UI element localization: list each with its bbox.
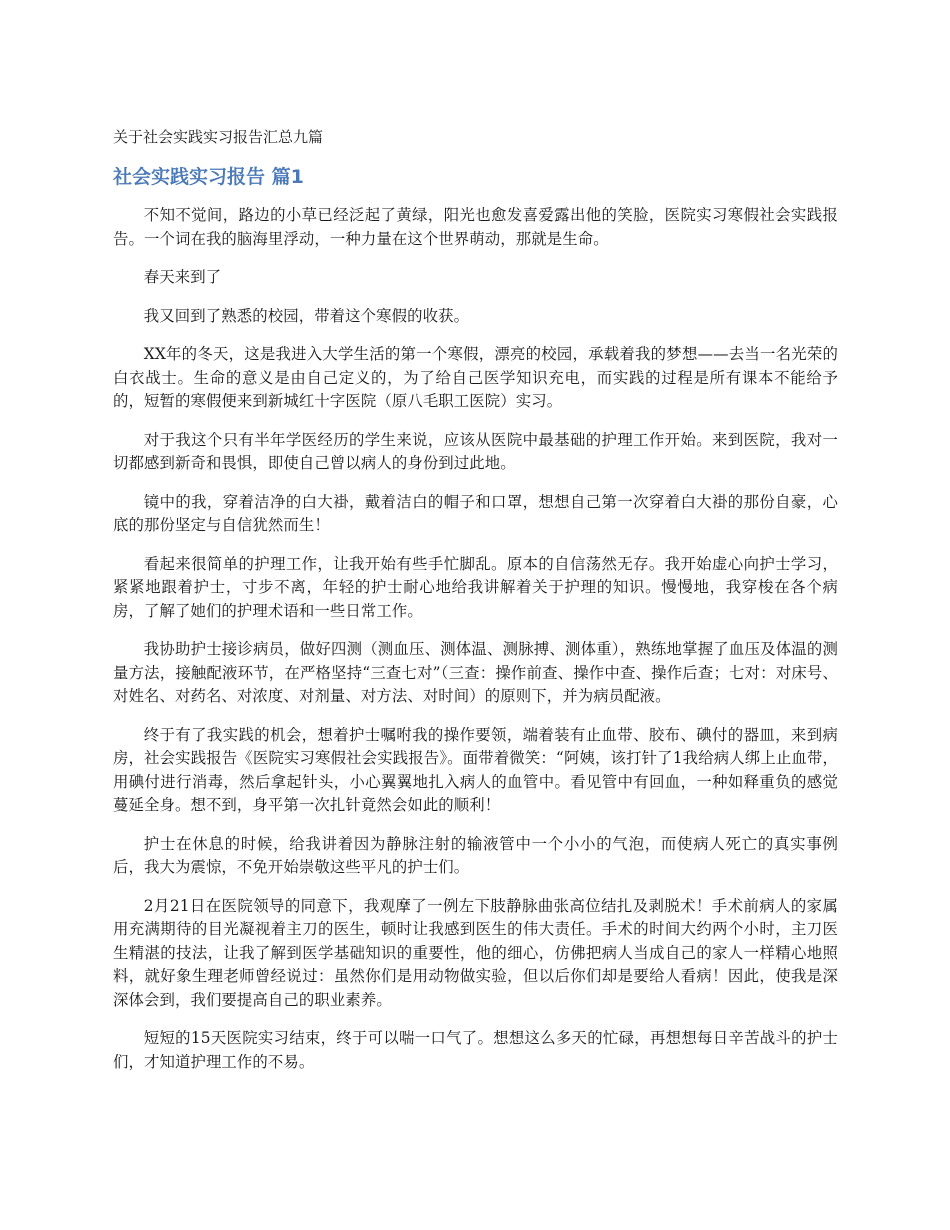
paragraph: 护士在休息的时候，给我讲着因为静脉注射的输液管中一个小小的气泡，而使病人死亡的真实事例后，我大为震惊，不免开始崇敬这些平凡的护士们。 — [113, 834, 838, 876]
paragraph: 镜中的我，穿着洁净的白大褂，戴着洁白的帽子和口罩，想想自己第一次穿着白大褂的那份自豪，心底的那份坚定与自信犹然而生！ — [113, 492, 838, 534]
section-heading: 社会实践实习报告 篇1 — [113, 166, 304, 188]
paragraph: 我又回到了熟悉的校园，带着这个寒假的收获。 — [143, 306, 470, 325]
paragraph: 对于我这个只有半年学医经历的学生来说，应该从医院中最基础的护理工作开始。来到医院，我对一切都感到新奇和畏惧，即使自己曾以病人的身份到过此地。 — [113, 430, 838, 472]
document-title: 关于社会实践实习报告汇总九篇 — [113, 128, 324, 146]
paragraph: 看起来很简单的护理工作，让我开始有些手忙脚乱。原本的自信荡然无存。我开始虚心向护士学习，紧紧地跟着护士，寸步不离，年轻的护士耐心地给我讲解着关于护理的知识。慢慢地，我穿梭在各个病房，了解了她们的护理术语和一些日常工作。 — [113, 554, 838, 620]
paragraph: 2月21日在医院领导的同意下，我观摩了一例左下肢静脉曲张高位结扎及剥脱术！手术前病人的家属用充满期待的目光凝视着主刀的医生，顿时让我感到医生的伟大责任。手术的时间大约两个小时，主刀医生精湛的技法，让我了解到医学基础知识的重要性，他的细心，仿佛把病人当成自己的家人一样精心地照料，就好象生理老师曾经说过：虽然你们是用动物做实验，但以后你们却是要给人看病！因此，使我是深深体会到，我们要提高自己的职业素养。 — [113, 896, 838, 1009]
paragraph: 我协助护士接诊病员，做好四测（测血压、测体温、测脉搏、测体重），熟练地掌握了血压及体温的测量方法，接触配液环节，在严格坚持“三查七对”（三查：操作前查、操作中查、操作后查；七对：对床号、对姓名、对药名、对浓度、对剂量、对方法、对时间）的原则下，并为病员配液。 — [113, 640, 838, 705]
paragraph: 短短的15天医院实习结束，终于可以喘一口气了。想想这么多天的忙碌，再想想每日辛苦战斗的护士们，才知道护理工作的不易。 — [113, 1029, 838, 1071]
document-body — [113, 204, 838, 1089]
paragraph: XX年的冬天，这是我进入大学生活的第一个寒假，漂亮的校园，承载着我的梦想——去当一名光荣的白衣战士。生命的意义是由自己定义的，为了给自己医学知识充电，而实践的过程是所有课本不能给予的，短暂的寒假便来到新城红十字医院（原八毛职工医院）实习。 — [113, 345, 838, 410]
paragraph: 终于有了我实践的机会，想着护士嘱咐我的操作要领，端着装有止血带、胶布、碘付的器皿，来到病房，社会实践报告《医院实习寒假社会实践报告》。面带着微笑：“阿姨，该打针了1我给病人绑上止血带，用碘付进行消毒，然后拿起针头，小心翼翼地扎入病人的血管中。看见管中有回血，一种如释重负的感觉蔓延全身。想不到，身平第一次扎针竟然会如此的顺利！ — [113, 725, 838, 814]
paragraph: 春天来到了 — [143, 268, 222, 286]
paragraph: 不知不觉间，路边的小草已经泛起了黄绿，阳光也愈发喜爱露出他的笑脸，医院实习寒假社会实践报告。一个词在我的脑海里浮动，一种力量在这个世界萌动，那就是生命。 — [113, 206, 838, 248]
